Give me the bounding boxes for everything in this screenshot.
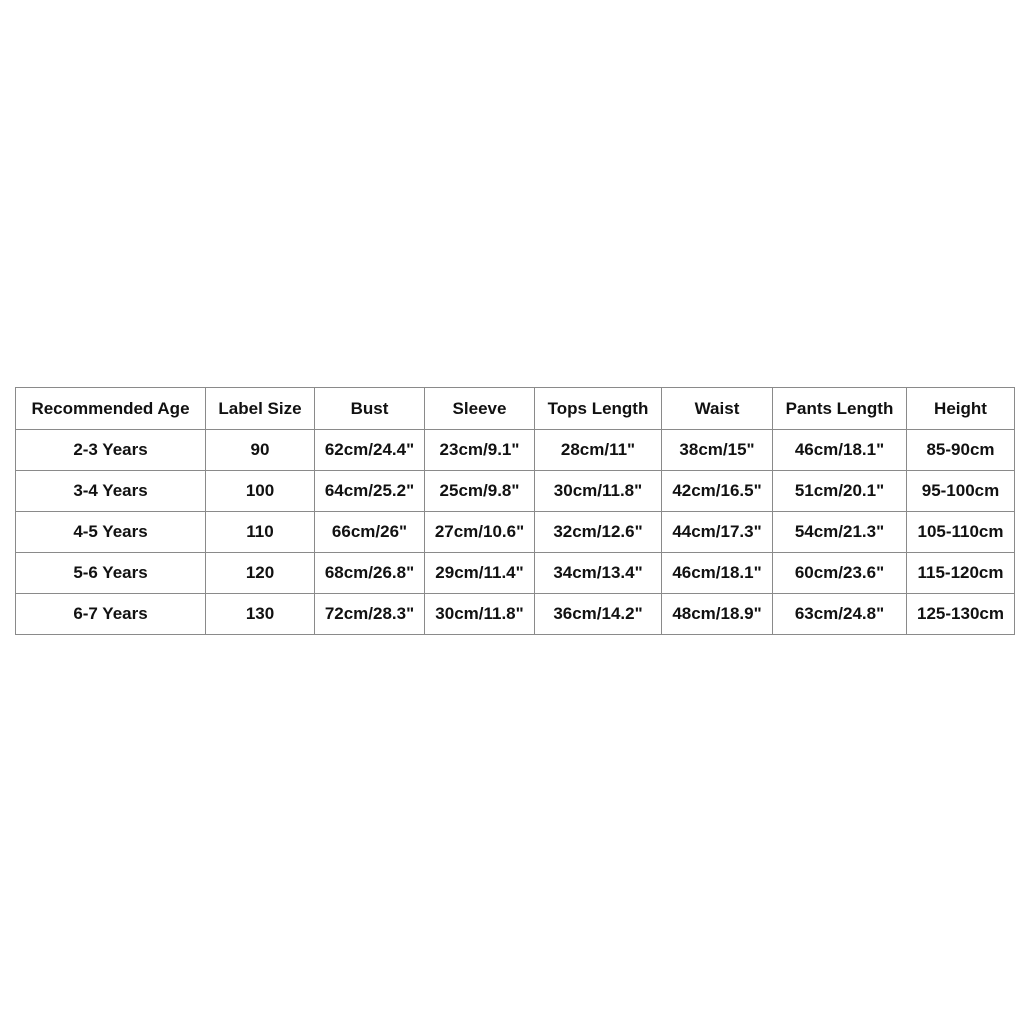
header-waist: Waist: [662, 388, 773, 430]
cell-waist: 46cm/18.1": [662, 553, 773, 594]
cell-bust: 72cm/28.3": [315, 594, 425, 635]
cell-waist: 48cm/18.9": [662, 594, 773, 635]
cell-waist: 42cm/16.5": [662, 471, 773, 512]
header-row: [16, 388, 1015, 430]
cell-bust: 64cm/25.2": [315, 471, 425, 512]
cell-tops-length: 36cm/14.2": [535, 594, 662, 635]
cell-recommended-age: 3-4 Years: [16, 471, 206, 512]
table-row: [16, 594, 1015, 635]
cell-label-size: 100: [206, 471, 315, 512]
cell-label-size: 90: [206, 430, 315, 471]
cell-recommended-age: 5-6 Years: [16, 553, 206, 594]
cell-tops-length: 28cm/11": [535, 430, 662, 471]
cell-sleeve: 30cm/11.8": [425, 594, 535, 635]
cell-height: 125-130cm: [907, 594, 1015, 635]
cell-height: 105-110cm: [907, 512, 1015, 553]
cell-recommended-age: 2-3 Years: [16, 430, 206, 471]
cell-tops-length: 32cm/12.6": [535, 512, 662, 553]
cell-label-size: 110: [206, 512, 315, 553]
cell-waist: 44cm/17.3": [662, 512, 773, 553]
header-sleeve: Sleeve: [425, 388, 535, 430]
cell-label-size: 120: [206, 553, 315, 594]
table-row: [16, 430, 1015, 471]
cell-tops-length: 34cm/13.4": [535, 553, 662, 594]
table-row: [16, 471, 1015, 512]
cell-tops-length: 30cm/11.8": [535, 471, 662, 512]
cell-sleeve: 23cm/9.1": [425, 430, 535, 471]
table-row: [16, 553, 1015, 594]
cell-pants-length: 54cm/21.3": [773, 512, 907, 553]
cell-bust: 68cm/26.8": [315, 553, 425, 594]
table-row: [16, 512, 1015, 553]
header-tops-length: Tops Length: [535, 388, 662, 430]
cell-recommended-age: 6-7 Years: [16, 594, 206, 635]
cell-label-size: 130: [206, 594, 315, 635]
header-recommended-age: Recommended Age: [16, 388, 206, 430]
cell-sleeve: 27cm/10.6": [425, 512, 535, 553]
header-pants-length: Pants Length: [773, 388, 907, 430]
cell-recommended-age: 4-5 Years: [16, 512, 206, 553]
cell-bust: 62cm/24.4": [315, 430, 425, 471]
cell-height: 95-100cm: [907, 471, 1015, 512]
cell-sleeve: 29cm/11.4": [425, 553, 535, 594]
cell-pants-length: 51cm/20.1": [773, 471, 907, 512]
cell-pants-length: 46cm/18.1": [773, 430, 907, 471]
cell-height: 115-120cm: [907, 553, 1015, 594]
cell-height: 85-90cm: [907, 430, 1015, 471]
cell-pants-length: 63cm/24.8": [773, 594, 907, 635]
size-chart-table: [15, 387, 1015, 635]
cell-bust: 66cm/26": [315, 512, 425, 553]
cell-waist: 38cm/15": [662, 430, 773, 471]
cell-pants-length: 60cm/23.6": [773, 553, 907, 594]
header-bust: Bust: [315, 388, 425, 430]
header-height: Height: [907, 388, 1015, 430]
cell-sleeve: 25cm/9.8": [425, 471, 535, 512]
header-label-size: Label Size: [206, 388, 315, 430]
